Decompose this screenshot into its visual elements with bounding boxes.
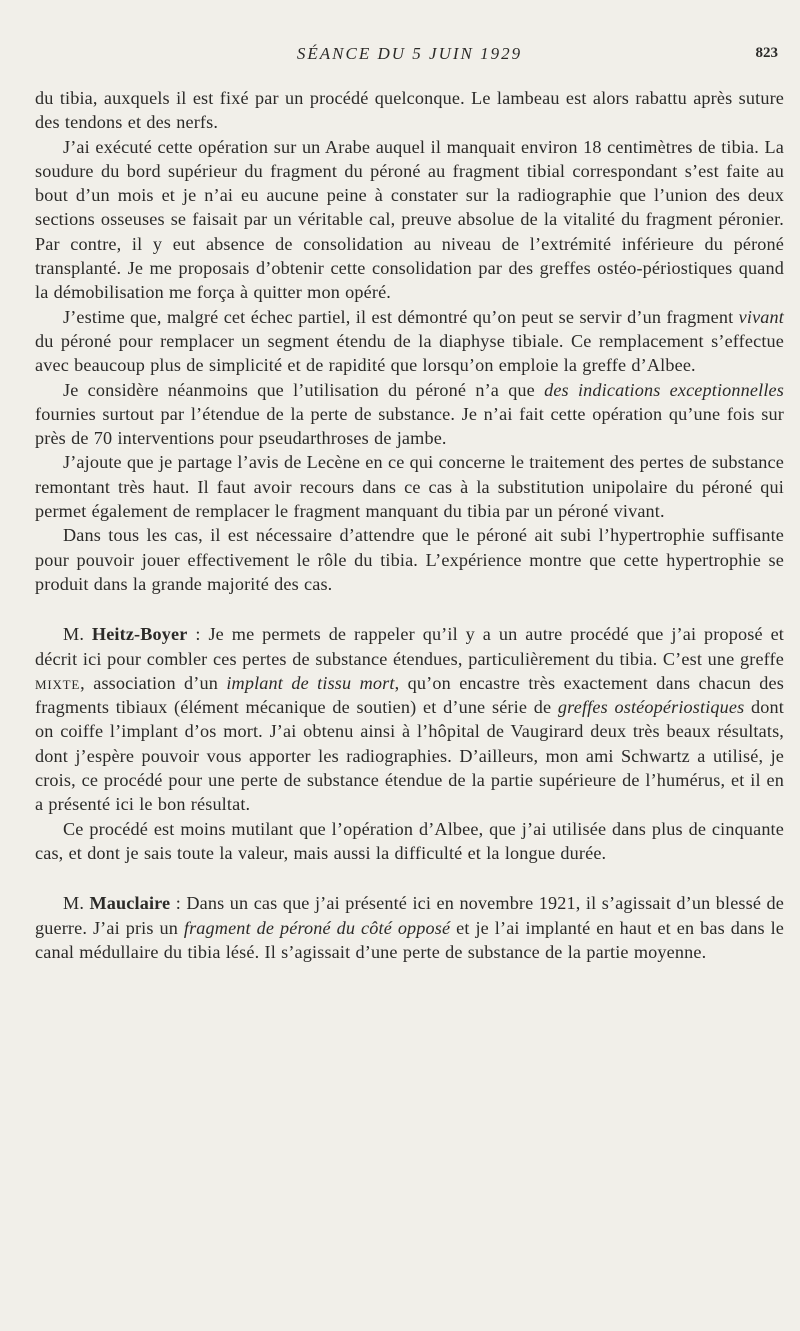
paragraph-4-emphasis: des indications exceptionnelles: [544, 379, 784, 400]
paragraph-6-text: Dans tous les cas, il est nécessaire d’attendre que le péroné ait subi l’hypertrophie suffisante pour pouvoir jouer effectivement le rôle du tibia. L’expérience montre que cette hypertrophie se produit dans la grande majorité des cas.: [35, 525, 784, 594]
paragraph-4-text-b: fournies surtout par l’étendue de la perte de substance. Je n’ai fait cette opération qu’une fois sur près de 70 interventions pour pseudarthroses de jambe.: [35, 403, 784, 449]
paragraph-8: [35, 817, 784, 866]
paragraph-3: [35, 305, 784, 378]
paragraph-7-text-d: dont on coiffe l’implant d’os mort. J’ai obtenu ainsi à l’hôpital de Vaugirard deux très beaux résultats, dont j’espère pouvoir vous apporter les radiographies. D’ailleurs, mon ami Schwartz a utilisé, je crois, ce procédé pour une perte de substance étendue de la partie supérieure de l’humérus, et il en a présenté ici le bon résultat.: [35, 697, 784, 815]
paragraph-9: [35, 891, 784, 964]
running-title: SÉANCE DU 5 JUIN 1929: [296, 44, 523, 63]
page-number: 823: [755, 45, 778, 61]
paragraph-3-text-a: J’estime que, malgré cet échec partiel, il est démontré qu’on peut se servir d’un fragment: [63, 306, 739, 327]
paragraph-8-text: Ce procédé est moins mutilant que l’opération d’Albee, que j’ai utilisée dans plus de cinquante cas, et dont je sais toute la valeur, mais aussi la difficulté et la longue durée.: [35, 818, 784, 863]
paragraph-3-emphasis: vivant: [738, 306, 784, 327]
paragraph-7-prefix: M.: [63, 624, 92, 645]
paragraph-7-text-b: , association d’un: [80, 672, 227, 693]
paragraph-6: [35, 523, 784, 596]
paragraph-2: [35, 135, 784, 305]
paragraph-7-text-a: : Je me permets de rappeler qu’il y a un autre procédé que j’ai proposé et décrit ici pour combler ces pertes de substance étendues, particulièrement du tibia. C’est une greffe: [35, 624, 784, 669]
paragraph-7-small-caps: mixte: [35, 672, 81, 693]
paragraph-7: [35, 622, 784, 816]
paragraph-9-text-b: et je l’ai implanté en haut et en bas dans le canal médullaire du tibia lésé. Il s’agissait d’une perte de substance de la partie moyenne.: [35, 917, 784, 962]
paragraph-7-emphasis-a: implant de tissu mort: [226, 672, 395, 693]
paragraph-1-text: du tibia, auxquels il est fixé par un procédé quelconque. Le lambeau est alors rabattu après suture des tendons et des nerfs.: [35, 88, 784, 133]
paragraph-1: [35, 86, 784, 135]
paragraph-7-text-c: , qu’on encastre très exactement dans chacun des fragments tibiaux (élément mécanique de soutien) et d’une série de: [35, 672, 784, 718]
speaker-name: Mauclaire: [89, 893, 171, 914]
paragraph-4: [35, 378, 784, 451]
paragraph-7-emphasis-b: greffes ostéopériostiques: [557, 697, 745, 718]
paragraph-3-text-b: du péroné pour remplacer un segment étendu de la diaphyse tibiale. Ce remplacement s’effectue avec beaucoup plus de simplicité et de rapidité que lorsqu’on emploie la greffe d’Albee.: [35, 330, 784, 376]
paragraph-5-text: J’ajoute que je partage l’avis de Lecène en ce qui concerne le traitement des pertes de substance remontant très haut. Il faut avoir recours dans ce cas à la substitution unipolaire du péroné qui permet également de remplacer le fragment manquant du tibia par un péroné vivant.: [35, 452, 784, 522]
paragraph-5: [35, 450, 784, 523]
running-head: [35, 44, 784, 72]
paragraph-9-prefix: M.: [63, 893, 90, 914]
paragraph-9-emphasis: fragment de péroné du côté opposé: [183, 917, 451, 938]
paragraph-2-text: J’ai exécuté cette opération sur un Arabe auquel il manquait environ 18 centimètres de tibia. La soudure du bord supérieur du fragment du péroné au fragment tibial correspondant s’est faite au bout d’un mois et je n’ai eu aucune peine à constater sur la radiographie que l’union des deux sections osseuses se faisait par un véritable cal, preuve absolue de la vitalité du fragment péronier. Par contre, il y eut absence de consolidation au niveau de l’extrémité inférieure du péroné transplanté. Je me proposais d’obtenir cette consolidation par des greffes ostéo-périostiques quand la démobilisation me força à quitter mon opéré.: [35, 136, 784, 303]
speaker-name: Heitz-Boyer: [91, 624, 188, 645]
paragraph-9-text-a: : Dans un cas que j’ai présenté ici en novembre 1921, il s’agissait d’un blessé de guerre. J’ai pris un: [35, 893, 784, 938]
paragraph-4-text-a: Je considère néanmoins que l’utilisation du péroné n’a que: [63, 379, 545, 400]
